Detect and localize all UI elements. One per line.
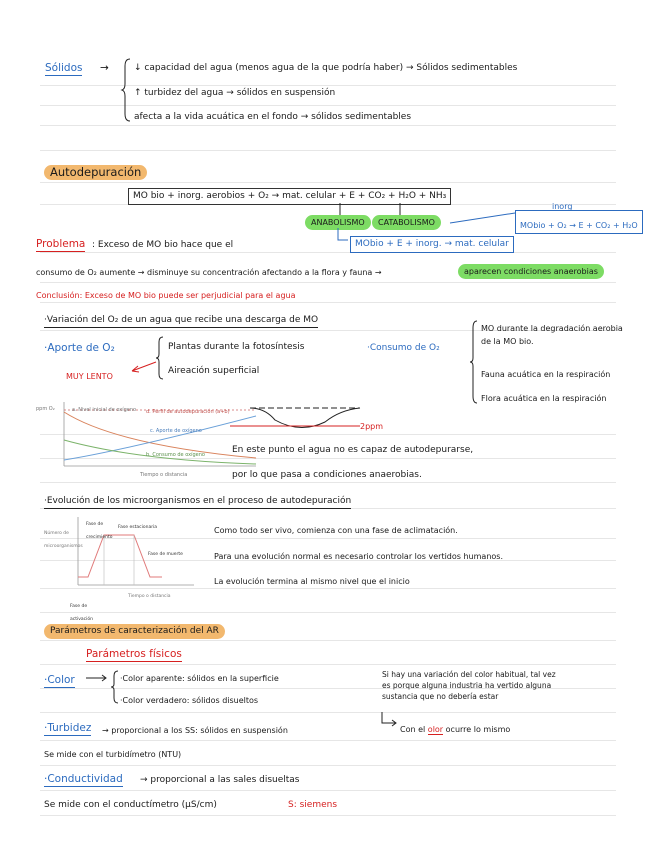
chart-label-b: b. Consumo de oxígeno — [146, 452, 205, 458]
problema-text: : Exceso de MO bio hace que el — [92, 240, 234, 250]
ruled-line — [40, 815, 616, 816]
conductividad-label: ·Conductividad — [44, 773, 123, 785]
phase-activacion: Fase de activación — [70, 604, 93, 622]
parametros-subtitle: Parámetros físicos — [86, 648, 182, 660]
variacion-note-2: por lo que pasa a condiciones anaerobias. — [232, 470, 422, 480]
eq-bottom: MObio + E + inorg. → mat. celular — [350, 236, 514, 253]
return-arrow-icon — [380, 712, 400, 728]
ruled-line — [40, 740, 616, 741]
problema-label: Problema — [36, 238, 86, 250]
anabolismo-badge: ANABOLISMO — [305, 215, 371, 230]
chart-label-c: c. Aporte de oxígeno — [150, 428, 202, 434]
consumo-item-1: MO durante la degradación aerobia de la MO bio. — [481, 324, 623, 346]
ruled-line — [40, 482, 616, 483]
evolucion-title: ·Evolución de los microorganismos en el proceso de autodepuración — [44, 495, 351, 509]
ruled-line — [40, 125, 616, 126]
olor-note — [400, 723, 510, 736]
siemens-note: S: siemens — [288, 800, 338, 810]
evolucion-xlabel: Tiempo o distancia — [128, 594, 171, 599]
chart-label-d: d. Perfil de autodepuración (a+b) — [146, 409, 230, 415]
consumo-item-2: Fauna acuática en la respiración — [481, 370, 611, 379]
brace-icon — [470, 320, 478, 404]
olor-word: olor — [427, 725, 444, 734]
ruled-line — [40, 182, 616, 183]
color-item-1: ·Color aparente: sólidos en la superficie — [120, 674, 279, 683]
color-note-2: es porque alguna industria ha vertido alguna — [382, 681, 552, 690]
color-note-1: Si hay una variación del color habitual, tal vez — [382, 670, 556, 679]
autodepuracion-title: Autodepuración — [44, 165, 147, 180]
olor-note-pre: Con el — [400, 725, 426, 734]
eq-right-text: MObio + O₂ → E + CO₂ + H₂O — [520, 221, 638, 230]
color-item-2: ·Color verdadero: sólidos disueltos — [120, 696, 259, 705]
evolucion-text-1: Como todo ser vivo, comienza con una fase de aclimatación. — [214, 526, 458, 535]
muy-lento-label: MUY LENTO — [66, 372, 113, 381]
aporte-item-2: Aireación superficial — [168, 366, 260, 376]
evolucion-ylabel: Número de microorganismos — [44, 531, 83, 549]
eq-right-sup: inorg — [552, 202, 573, 211]
ruled-line — [40, 765, 616, 766]
chart-ylabel: ppm O₂ — [36, 406, 55, 412]
evolucion-text-2: Para una evolución normal es necesario controlar los vertidos humanos. — [214, 552, 503, 561]
evolucion-text-3: La evolución termina al mismo nivel que el inicio — [214, 577, 410, 586]
turbidez-mide: Se mide con el turbidímetro (NTU) — [44, 750, 182, 759]
consumo-item-3: Flora acuática en la respiración — [481, 394, 607, 403]
aporte-label: ·Aporte de O₂ — [44, 342, 115, 354]
catabolismo-badge: CATABOLISMO — [372, 215, 441, 230]
turbidez-label: ·Turbidez — [44, 722, 92, 734]
variacion-note-1: En este punto el agua no es capaz de autodepurarse, — [232, 445, 474, 455]
olor-note-post: ocurre lo mismo — [445, 725, 511, 734]
turbidez-text: → proporcional a los SS: sólidos en suspensión — [102, 726, 288, 735]
ruled-line — [40, 640, 616, 641]
chart-xlabel: Tiempo o distancia — [140, 472, 188, 478]
parametros-title: Parámetros de caracterización del AR — [44, 624, 225, 639]
ruled-line — [40, 664, 616, 665]
ruled-line — [40, 612, 616, 613]
solidos-line-3: afecta a la vida acuática en el fondo → sólidos sedimentables — [134, 112, 412, 122]
solidos-line-2: ↑ turbidez del agua → sólidos en suspensión — [134, 88, 336, 98]
consumo-label: ·Consumo de O₂ — [367, 343, 440, 353]
phase-crecimiento: Fase de crecimiento — [86, 522, 113, 540]
ruled-line — [40, 790, 616, 791]
color-note-3: sustancia que no debería estar — [382, 692, 499, 701]
ruled-line — [40, 252, 616, 253]
variacion-title: ·Variación del O₂ de un agua que recibe una descarga de MO — [44, 314, 318, 328]
eq-right-box — [515, 210, 643, 234]
brace-icon — [122, 58, 132, 122]
color-label: ·Color — [44, 674, 75, 686]
phase-estacionaria: Fase estacionaria — [118, 525, 158, 530]
chart-label-a: a. Nivel inicial de oxígeno — [72, 407, 137, 413]
conclusion-text: Conclusión: Exceso de MO bio puede ser perjudicial para el agua — [36, 291, 296, 300]
solidos-title: Sólidos — [45, 62, 83, 74]
aporte-item-1: Plantas durante la fotosíntesis — [168, 342, 305, 352]
conductividad-text: → proporcional a las sales disueltas — [140, 775, 300, 785]
main-equation: MO bio + inorg. aerobios + O₂ → mat. celular + E + CO₂ + H₂O + NH₃ — [128, 188, 451, 205]
ruled-line — [40, 302, 616, 303]
ruled-line — [40, 150, 616, 151]
solidos-line-1: ↓ capacidad del agua (menos agua de la que podría haber) → Sólidos sedimentables — [134, 63, 518, 73]
consumo-highlight: aparecen condiciones anaerobias — [458, 264, 604, 279]
ppm-label: 2ppm — [360, 422, 384, 431]
conductividad-mide: Se mide con el conductímetro (μS/cm) — [44, 800, 217, 810]
arrow-icon — [128, 360, 158, 374]
consumo-text: consumo de O₂ aumente → disminuye su concentración afectando a la flora y fauna → — [36, 268, 382, 277]
phase-muerte: Fase de muerte — [148, 552, 183, 557]
sag-curve — [230, 400, 380, 434]
ruled-line — [40, 712, 616, 713]
ruled-line — [40, 282, 616, 283]
arrow: → — [100, 62, 109, 74]
